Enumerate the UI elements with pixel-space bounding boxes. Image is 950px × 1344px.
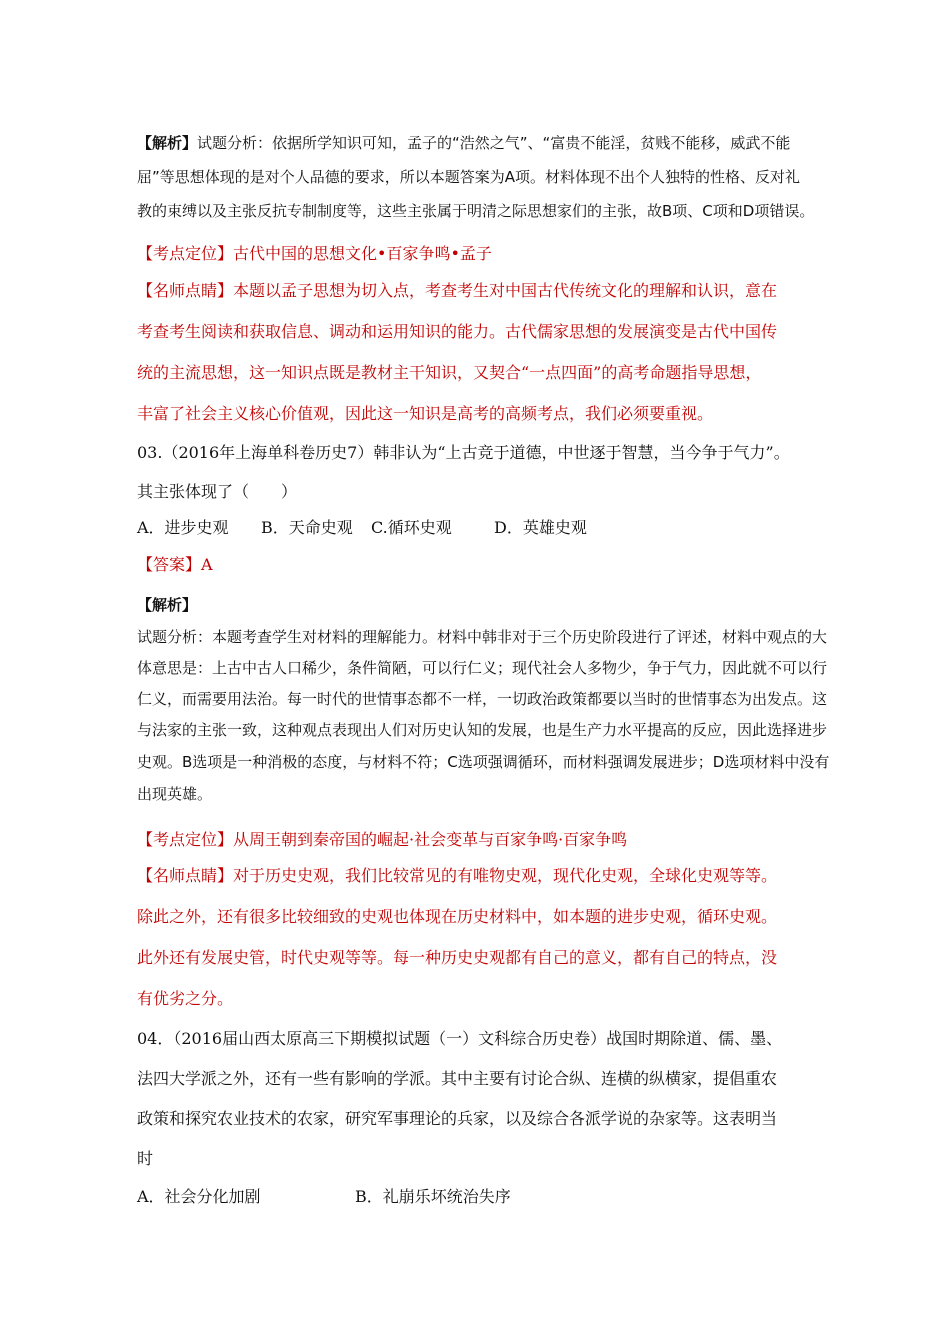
q3-analysis-line-1: 试题分析：本题考查学生对材料的理解能力。材料中韩非对于三个历史阶段进行了评述，材料中观点的大 xyxy=(137,628,828,646)
q3-mingshi-line-3: 此外还有发展史管，时代史观等等。每一种历史史观都有自己的意义，都有自己的特点，没 xyxy=(137,948,778,967)
q3-analysis-line-3: 仁义，而需要用法治。每一时代的世情事态都不一样，一切政治政策都要以当时的世情事态为出发点。这 xyxy=(137,690,828,708)
q3-option-a: A．进步史观 xyxy=(137,518,229,537)
q3-analysis-line-5: 史观。B选项是一种消极的态度，与材料不符；C选项强调循环，而材料强调发展进步；D选项材料中没有 xyxy=(137,753,830,771)
q3-option-c: C.循环史观 xyxy=(371,518,452,537)
q3-kaodian: 【考点定位】从周王朝到秦帝国的崛起·社会变革与百家争鸣·百家争鸣 xyxy=(137,830,628,849)
q3-answer: 【答案】A xyxy=(137,555,213,574)
q4-option-a: A．社会分化加剧 xyxy=(137,1187,261,1206)
q2-analysis-line-3: 教的束缚以及主张反抗专制制度等，这些主张属于明清之际思想家们的主张，故B项、C项和D项错误。 xyxy=(137,202,815,220)
q3-analysis-line-6: 出现英雄。 xyxy=(137,785,213,803)
q3-mingshi-line-2: 除此之外，还有很多比较细致的史观也体现在历史材料中，如本题的进步史观，循环史观。 xyxy=(137,907,778,926)
q3-mingshi-line-1: 【名师点睛】对于历史史观，我们比较常见的有唯物史观，现代化史观，全球化史观等等。 xyxy=(137,866,778,885)
q3-option-b: B．天命史观 xyxy=(261,518,353,537)
q2-mingshi-line-2: 考查考生阅读和获取信息、调动和运用知识的能力。古代儒家思想的发展演变是古代中国传 xyxy=(137,322,778,341)
q2-mingshi-line-1: 【名师点睛】本题以孟子思想为切入点，考查考生对中国古代传统文化的理解和认识，意在 xyxy=(137,281,778,300)
q3-mingshi-line-4: 有优劣之分。 xyxy=(137,989,234,1008)
q2-mingshi-line-3: 统的主流思想，这一知识点既是教材主干知识，又契合“一点四面”的高考命题指导思想， xyxy=(137,363,762,382)
q4-stem-line-4: 时 xyxy=(137,1149,154,1168)
q3-analysis-tag: 【解析】 xyxy=(137,596,198,614)
q3-analysis-line-4: 与法家的主张一致，这种观点表现出人们对历史认知的发展，也是生产力水平提高的反应，因此选择进步 xyxy=(137,721,828,739)
q3-stem-line-2: 其主张体现了（ ） xyxy=(137,482,298,501)
q3-option-d: D．英雄史观 xyxy=(494,518,587,537)
q2-mingshi-line-4: 丰富了社会主义核心价值观，因此这一知识是高考的高频考点，我们必须要重视。 xyxy=(137,404,714,423)
q2-analysis-tag: 【解析】 xyxy=(137,134,198,152)
q2-analysis-line-1: 【解析】试题分析：依据所学知识可知，孟子的“浩然之气”、“富贵不能淫，贫贱不能移，威武不能 xyxy=(137,134,791,152)
q2-kaodian: 【考点定位】古代中国的思想文化•百家争鸣•孟子 xyxy=(137,244,492,263)
q3-analysis-line-2: 体意思是：上古中古人口稀少，条件简陋，可以行仁义；现代社会人多物少，争于气力，因此就不可以行 xyxy=(137,659,828,677)
q4-stem-line-2: 法四大学派之外，还有一些有影响的学派。其中主要有讨论合纵、连横的纵横家，提倡重农 xyxy=(137,1069,778,1088)
q3-stem-line-1: 03.（2016年上海单科卷历史7）韩非认为“上古竞于道德，中世逐于智慧，当今争于气力”。 xyxy=(137,443,790,462)
q4-stem-line-3: 政策和探究农业技术的农家，研究军事理论的兵家，以及综合各派学说的杂家等。这表明当 xyxy=(137,1109,778,1128)
q4-option-b: B．礼崩乐坏统治失序 xyxy=(355,1187,511,1206)
q4-stem-line-1: 04．（2016届山西太原高三下期模拟试题（一）文科综合历史卷）战国时期除道、儒、墨、 xyxy=(137,1029,783,1048)
q2-analysis-line-2: 屈”等思想体现的是对个人品德的要求，所以本题答案为A项。材料体现不出个人独特的性格、反对礼 xyxy=(137,168,801,186)
